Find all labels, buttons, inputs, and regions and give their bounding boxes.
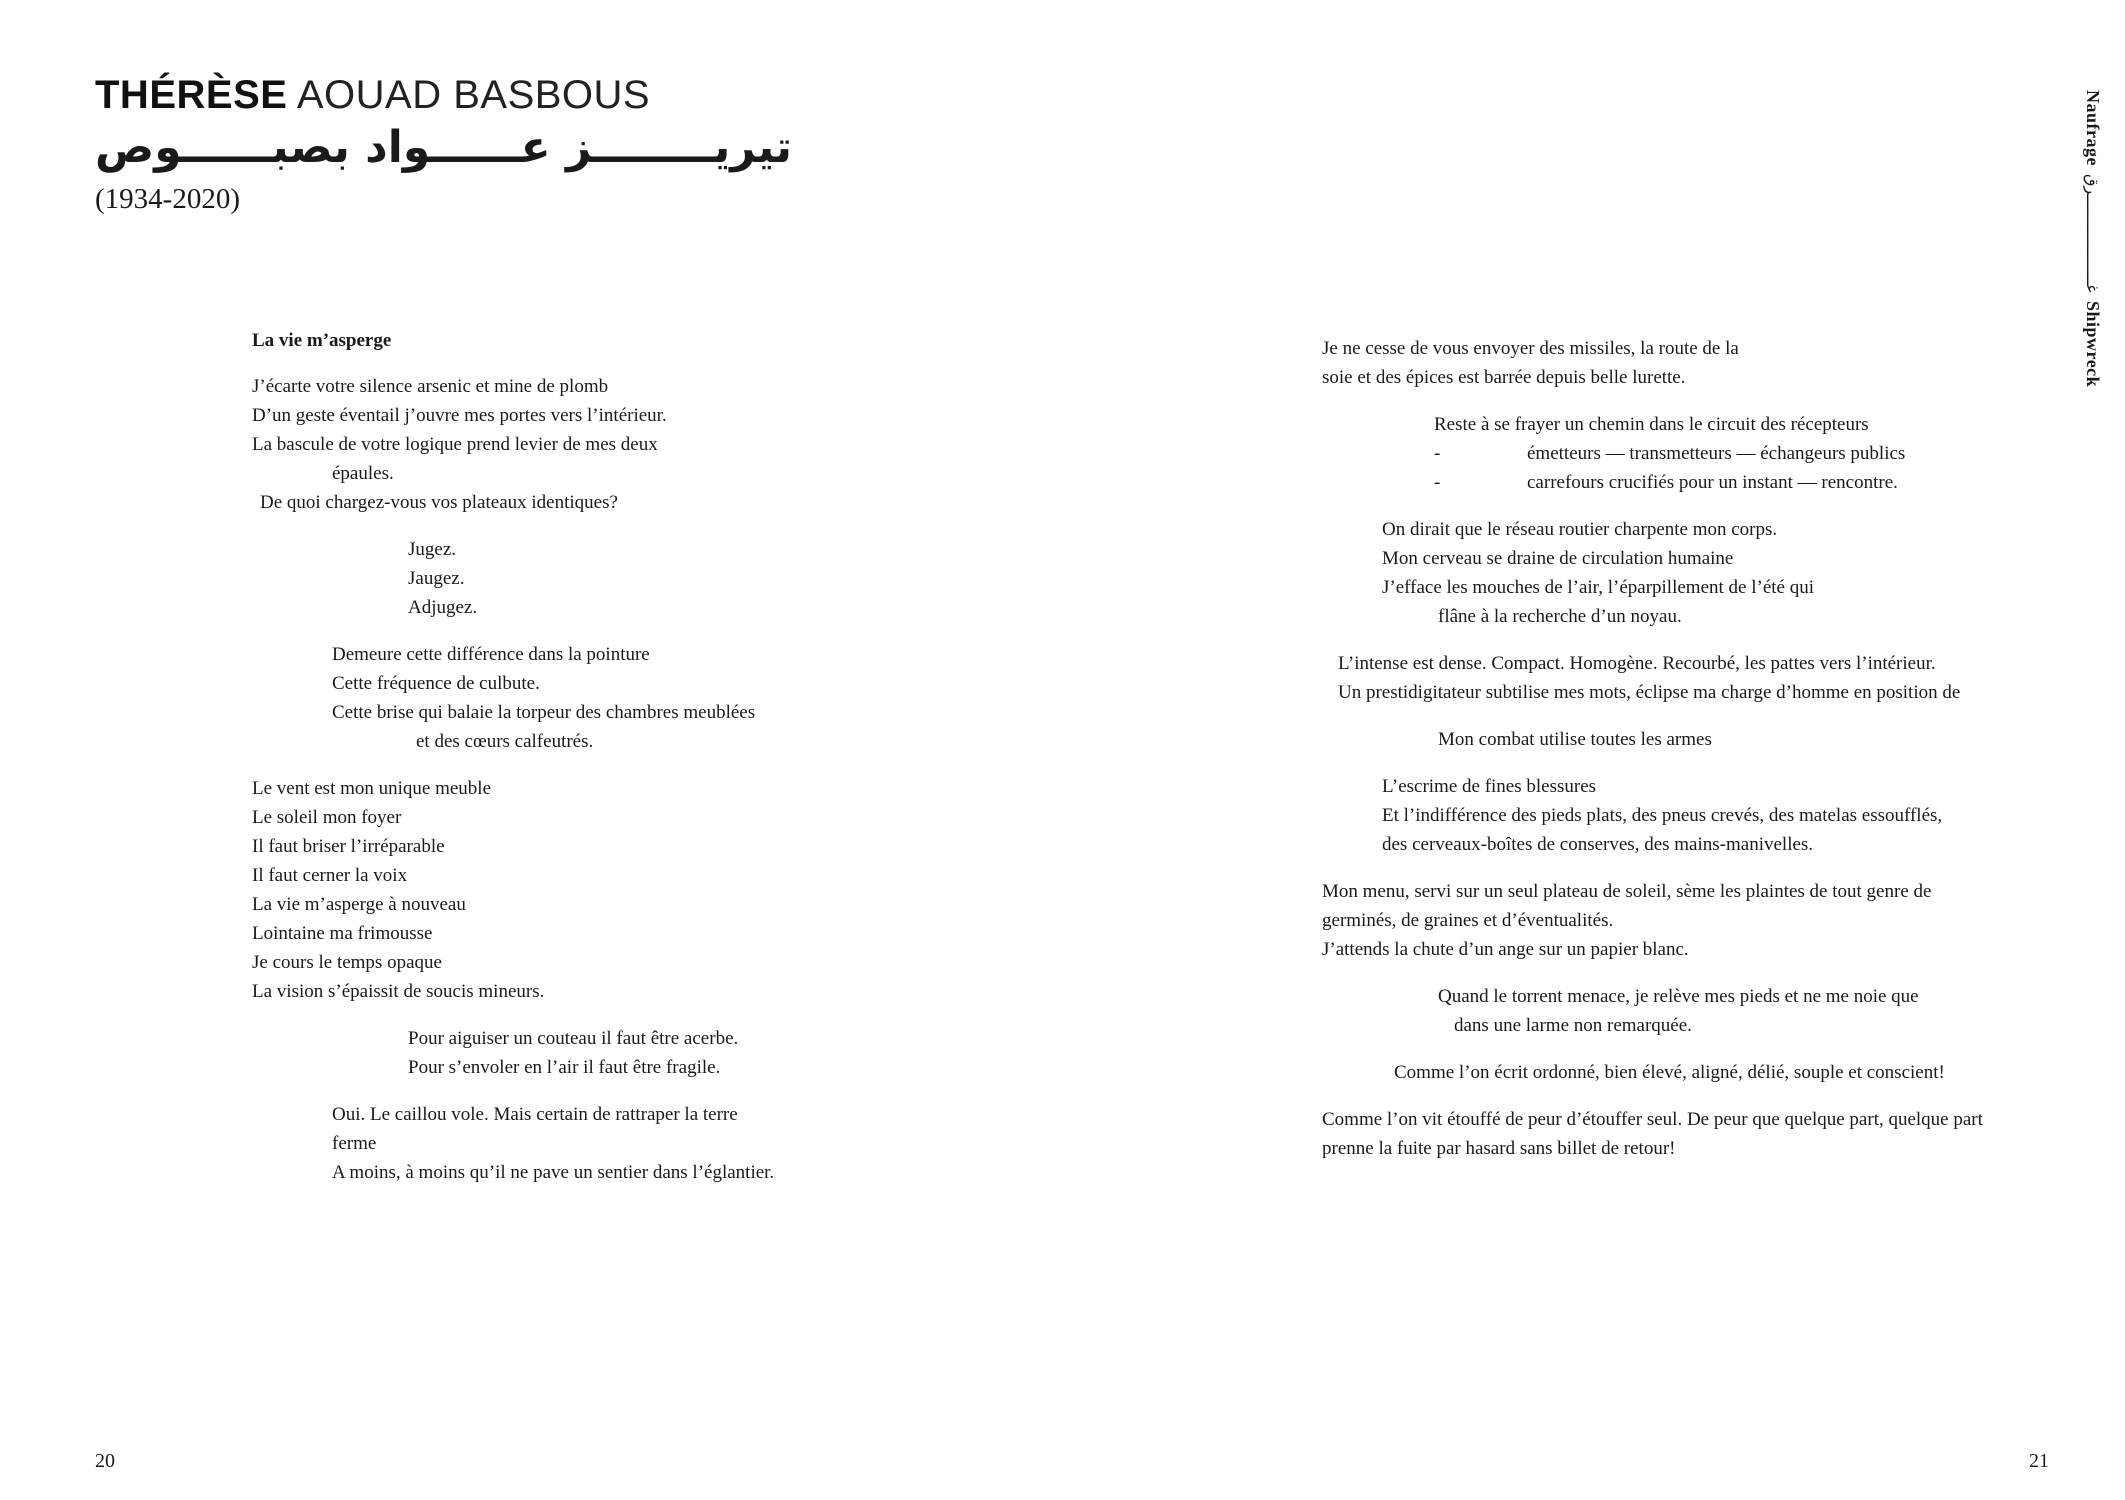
poem-column-left — [252, 372, 1072, 1187]
poem-line: flâne à la recherche d’un noyau. — [1438, 606, 1682, 627]
author-last-name: AOUAD BASBOUS — [287, 73, 651, 117]
poem-line: Il faut briser l’irréparable — [252, 836, 445, 857]
poem-column-right — [1322, 334, 2102, 1163]
author-dates: (1934-2020) — [95, 183, 240, 215]
poem-line: On dirait que le réseau routier charpente mon corps. — [1382, 519, 1778, 540]
poem-line: prenne la fuite par hasard sans billet de retour! — [1322, 1138, 1676, 1159]
poem-line: Pour s’envoler en l’air il faut être fragile. — [408, 1057, 721, 1078]
poem-line: dans une larme non remarquée. — [1454, 1015, 1692, 1036]
poem-line: Comme l’on écrit ordonné, bien élevé, aligné, délié, souple et conscient! — [1394, 1062, 1945, 1083]
poem-line: Adjugez. — [408, 597, 478, 618]
author-name — [95, 72, 792, 118]
poem-line: D’un geste éventail j’ouvre mes portes vers l’intérieur. — [252, 405, 667, 426]
poem-line: Comme l’on vit étouffé de peur d’étouffer seul. De peur que quelque part, quelque part — [1322, 1109, 1983, 1130]
side-label-arabic: غـــــــــــــــــــرق — [2083, 173, 2102, 293]
poem-line: Cette fréquence de culbute. — [332, 673, 540, 694]
list-dash: - — [1434, 472, 1441, 493]
poem-line: Oui. Le caillou vole. Mais certain de rattraper la terre — [332, 1104, 738, 1125]
poem-line: Je ne cesse de vous envoyer des missiles, la route de la — [1322, 338, 1739, 359]
poem-line — [1322, 468, 2102, 497]
poem-line: Pour aiguiser un couteau il faut être acerbe. — [408, 1028, 739, 1049]
poem-line: Jugez. — [408, 539, 457, 560]
poem-line: La vision s’épaissit de soucis mineurs. — [252, 981, 545, 1002]
poem-line-text: carrefours crucifiés pour un instant — rencontre. — [1527, 472, 1898, 493]
poem-line: Jaugez. — [408, 568, 465, 589]
poem-line: La bascule de votre logique prend levier de mes deux — [252, 434, 658, 455]
side-label-french: Naufrage — [2083, 90, 2103, 166]
poem-line: soie et des épices est barrée depuis belle lurette. — [1322, 367, 1686, 388]
poem-line: épaules. — [332, 463, 394, 484]
poem-line: J’efface les mouches de l’air, l’éparpillement de l’été qui — [1382, 577, 1814, 598]
poem-line: Cette brise qui balaie la torpeur des chambres meublées — [332, 702, 756, 723]
poem-line: Quand le torrent menace, je relève mes pieds et ne me noie que — [1438, 986, 1919, 1007]
poem-line — [1322, 439, 2102, 468]
page-header — [95, 72, 792, 216]
poem-line: J’attends la chute d’un ange sur un papier blanc. — [1322, 939, 1689, 960]
poem-line: A moins, à moins qu’il ne pave un sentier dans l’églantier. — [332, 1162, 775, 1183]
poem-line: Reste à se frayer un chemin dans le circuit des récepteurs — [1434, 414, 1869, 435]
poem-line: Je cours le temps opaque — [252, 952, 442, 973]
poem-line: L’escrime de fines blessures — [1382, 776, 1597, 797]
poem-line: Mon menu, servi sur un seul plateau de soleil, sème les plaintes de tout genre de — [1322, 881, 1932, 902]
page-number-left: 20 — [95, 1450, 115, 1472]
poem-title: La vie m’asperge — [252, 330, 392, 351]
poem-line-text: émetteurs — transmetteurs — échangeurs publics — [1527, 443, 1906, 464]
poem-line: Le soleil mon foyer — [252, 807, 402, 828]
poem-line: L’intense est dense. Compact. Homogène. Recourbé, les pattes vers l’intérieur. — [1338, 653, 1936, 674]
poem-line: Mon cerveau se draine de circulation humaine — [1382, 548, 1734, 569]
poem-line: Le vent est mon unique meuble — [252, 778, 492, 799]
poem-line: Et l’indifférence des pieds plats, des pneus crevés, des matelas essoufflés, — [1382, 805, 1943, 826]
author-first-name: THÉRÈSE — [95, 73, 288, 117]
poem-line: De quoi chargez-vous vos plateaux identiques? — [260, 492, 618, 513]
list-dash: - — [1434, 443, 1441, 464]
poem-line: germinés, de graines et d’éventualités. — [1322, 910, 1614, 931]
poem-line: Demeure cette différence dans la pointure — [332, 644, 650, 665]
poem-line: La vie m’asperge à nouveau — [252, 894, 466, 915]
page-number-right: 21 — [2029, 1450, 2049, 1472]
poem-line: Un prestidigitateur subtilise mes mots, éclipse ma charge d’homme en position de — [1338, 682, 1961, 703]
poem-line: des cerveaux-boîtes de conserves, des mains-manivelles. — [1382, 834, 1814, 855]
poem-line: Mon combat utilise toutes les armes — [1438, 729, 1712, 750]
side-label-english: Shipwreck — [2083, 300, 2103, 387]
poem-line: J’écarte votre silence arsenic et mine de plomb — [252, 376, 609, 397]
poem-line: ferme — [332, 1133, 377, 1154]
poem-line: Lointaine ma frimousse — [252, 923, 433, 944]
poem-line: Il faut cerner la voix — [252, 865, 408, 886]
poem-line: et des cœurs calfeutrés. — [416, 731, 594, 752]
author-name-arabic: تيريــــــــز عــــــواد بصبــــــوص — [95, 122, 793, 173]
